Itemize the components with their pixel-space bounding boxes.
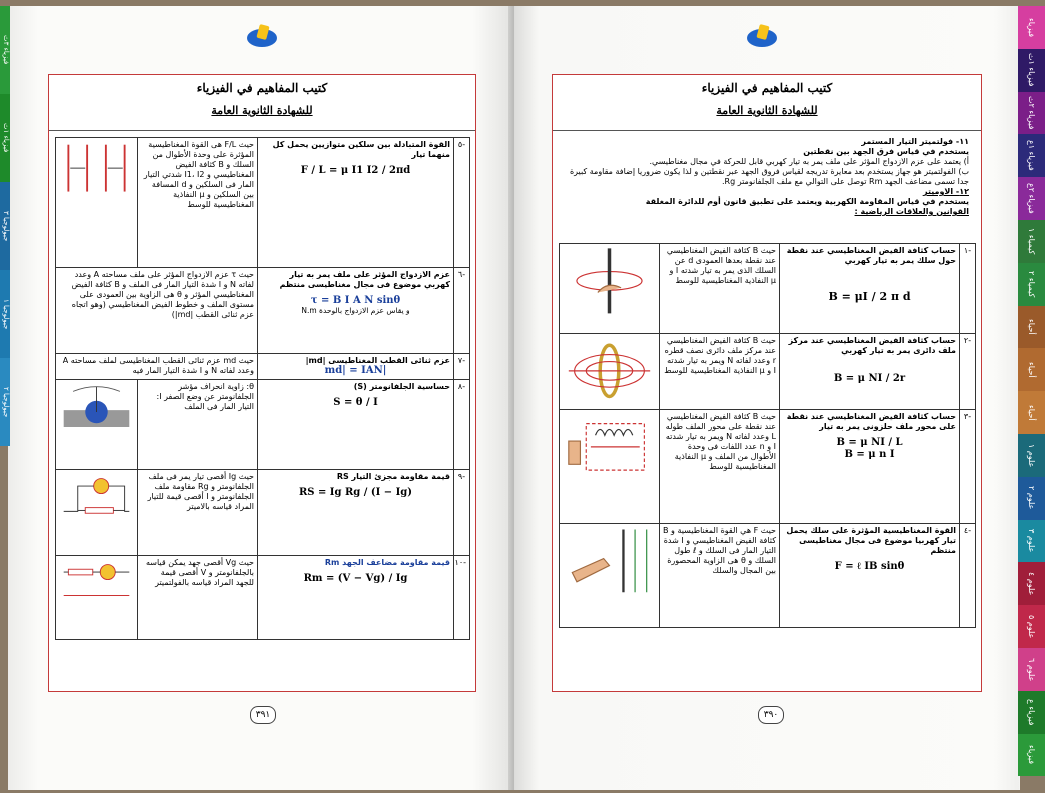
row-title: قيمة مقاومة مجزئ التيار RS — [336, 472, 450, 481]
page-number: ٣٩١ — [250, 706, 276, 724]
table-row — [56, 138, 470, 268]
side-tab[interactable]: علوم ١ — [1018, 434, 1045, 477]
left-page — [8, 6, 513, 790]
table-row — [56, 380, 470, 470]
page-header — [553, 75, 981, 131]
table-row — [56, 556, 470, 640]
voltmeter-use: يستخدم في قياس فرق الجهد بين نقطتين — [803, 147, 969, 156]
subject-tabs — [1018, 6, 1045, 776]
side-tab[interactable]: علوم ٣ — [1018, 520, 1045, 563]
row-title: حساب كثافة الفيض المغناطيسي عند نقطة على محور ملف حلزونى يمر به تيار — [786, 412, 956, 431]
left-tab[interactable]: فيزياء ٣ث — [0, 6, 10, 94]
row-description: حيث Vg أقصى جهد يمكن قياسه بالجلفانومتر و V أقصى قيمة للجهد المراد قياسه بالفولتميتر — [138, 556, 258, 640]
row-equation-2: B = μ n I — [844, 449, 895, 460]
ohmmeter-heading: ١٢- الاوميتر — [922, 187, 969, 196]
right-frame — [552, 74, 982, 692]
side-tab[interactable]: فيزياء — [1018, 6, 1045, 49]
left-frame — [48, 74, 476, 692]
left-tab[interactable]: جيولوجيا ٣ — [0, 182, 10, 270]
left-tab[interactable]: جيولوجيا ٢ — [0, 358, 10, 446]
header-subtitle: للشهادة الثانوية العامة — [716, 104, 818, 117]
side-tab[interactable]: فيزياء ٢ث — [1018, 92, 1045, 135]
row-description: حيث τ عزم الازدواج المؤثر على ملف مساحته A وعدد لفاته N و I شدة التيار المار فى الملف و B كثافة الفيض المغناطيسي المؤثر و θ هى الزاوية بين العمودى على مستوى الملف و خطوط الفيض المغناطيسي (وهو اتجاه عزم ثنائى القطب |md|) — [56, 268, 258, 354]
header-title: كتيب المفاهيم في الفيزياء — [701, 81, 833, 95]
voltmeter-multiplier-figure — [56, 556, 138, 640]
row-description: حيث md عزم ثنائى القطب المغناطيسى لملف مساحته A وعدد لفاته N و I شدة التيار المار فيه — [56, 354, 258, 380]
force-on-wire-figure — [560, 524, 660, 628]
row-number: -٦ — [454, 268, 470, 354]
header-subtitle: للشهادة الثانوية العامة — [211, 104, 313, 117]
row-number: -٤ — [960, 524, 976, 628]
laws-heading: القوانين والعلاقات الرياضية : — [854, 207, 969, 216]
table-row — [560, 410, 976, 524]
right-laws-table — [559, 243, 976, 628]
ohmmeter-use: يستخدم في قياس المقاومة الكهربية ويعتمد على تطبيق قانون أوم للدائرة المغلقة — [645, 197, 969, 206]
side-tab[interactable]: فيزياء ع — [1018, 691, 1045, 734]
row-description: θ: زاوية انحراف مؤشر الجلفانومتر عن وضع الصفر I: التيار المار فى الملف — [138, 380, 258, 470]
side-tab[interactable]: أحياء — [1018, 348, 1045, 391]
right-page — [514, 6, 1019, 790]
row-title: عزم ثنائى القطب المغناطيسى |md| — [305, 356, 450, 365]
left-tab[interactable]: جيولوجيا ١ — [0, 270, 10, 358]
row-description: حيث B كثافة الفيض المغناطيسي عند نقطة بعدها العمودى d عن السلك الذى يمر به تيار شدته I و μ النفاذية المغناطيسية للوسط — [660, 244, 780, 334]
row-description: حيث F/L هى القوة المغناطيسية المؤثرة على وحدة الأطوال من السلك و B كثافة الفيض المغناطيسي و I1، I2 شدتي التيار المار فى السلكين و d المسافة بين السلكين و μ النفاذية المغناطيسية للوسط — [138, 138, 258, 268]
row-title: القوة المغناطيسية المؤثرة على سلك يحمل تيار كهربيا موضوع فى مجال مغناطيسى منتظم — [786, 526, 956, 555]
row-number: -٧ — [454, 354, 470, 380]
parallel-wires-figure — [56, 138, 138, 268]
book-logo-icon — [746, 22, 778, 48]
voltmeter-point-b: ب) الفولتميتر هو جهاز يستخدم بعد معايرة تدريجه لقياس فروق الجهد عبر نقطتين و لذا يكون ضروريا إضافة مقاومة كبيرة جدا تسمى مضاعف الجهد Rm توصل على التوالي مع ملف الجلفانومتر Rg. — [569, 167, 969, 186]
row-title: حساسية الجلفانومتر (S) — [353, 382, 450, 391]
table-row — [56, 354, 470, 380]
row-equation: RS = Ig Rg / (I − Ig) — [298, 487, 413, 498]
table-row — [560, 334, 976, 410]
solenoid-figure — [560, 410, 660, 524]
table-row — [56, 470, 470, 556]
row-title: عزم الازدواج المؤثر على ملف يمر به تيار كهربي موضوع فى مجال مغناطيسى منتظم — [279, 270, 450, 289]
side-tab[interactable]: علوم ٦ — [1018, 648, 1045, 691]
book-logo-icon — [246, 22, 278, 48]
row-description: حيث F هي القوة المغناطيسية و B كثافة الفيض المغناطيسي و I شدة التيار المار فى السلك و ℓ طول السلك و θ هى الزاوية المحصورة بين المجال والسلك — [660, 524, 780, 628]
row-number: -٥ — [454, 138, 470, 268]
galvanometer-figure — [56, 380, 138, 470]
table-row — [56, 268, 470, 354]
side-tab[interactable]: فيزياء ١ث — [1018, 49, 1045, 92]
page-number: ٣٩٠ — [758, 706, 784, 724]
row-equation: Rm = (V − Vg) / Ig — [303, 573, 408, 584]
table-row — [560, 244, 976, 334]
row-title: قيمة مقاومة مضاعف الجهد Rm — [324, 558, 450, 567]
row-title: حساب كثافة الفيض المغناطيسي عند نقطة حول سلك يمر به تيار كهربي — [786, 246, 956, 265]
row-equation: B = μ NI / 2r — [833, 373, 906, 384]
row-equation: F = ℓ IB sinθ — [834, 561, 905, 572]
voltmeter-point-a: أ) يعتمد على عزم الازدواج المؤثر على ملف يمر به تيار كهربي قابل للحركة في مجال مغناطيسي. — [649, 157, 969, 166]
left-laws-table — [55, 137, 470, 640]
table-row — [560, 524, 976, 628]
row-equation: |md| = IAN — [324, 365, 387, 376]
side-tab[interactable]: فيزياء ٢ع — [1018, 177, 1045, 220]
header-title: كتيب المفاهيم في الفيزياء — [196, 81, 328, 95]
side-tab[interactable]: كيمياء ٢ — [1018, 263, 1045, 306]
row-equation: τ = B I A N sinθ — [310, 295, 401, 306]
side-tab[interactable]: علوم ٥ — [1018, 605, 1045, 648]
row-equation: S = θ / I — [333, 397, 378, 408]
side-tab[interactable]: علوم ٢ — [1018, 477, 1045, 520]
row-description: حيث B كثافة الفيض المغناطيسي عند نقطة على محور الملف طوله L وعدد لفاته N ويمر به تيار شدته I و n عدد اللفات فى وحدة الأطوال من الملف و μ النفاذية المغناطيسية للوسط — [660, 410, 780, 524]
circular-coil-figure — [560, 334, 660, 410]
left-tab[interactable]: فيزياء ١ث — [0, 94, 10, 182]
row-equation: B = μ NI / L — [836, 437, 903, 448]
voltmeter-heading: ١١- فولتميتر التيار المستمر — [861, 137, 969, 146]
row-description: حيث B كثافة الفيض المغناطيسي عند مركز ملف دائرى نصف قطره r وعدد لفاته N ويمر به تيار شدته I و μ النفاذية المغناطيسية للوسط — [660, 334, 780, 410]
side-tab[interactable]: فيزياء ١ع — [1018, 134, 1045, 177]
row-number: -١ — [960, 244, 976, 334]
side-tab[interactable]: أحياء — [1018, 391, 1045, 434]
side-tab[interactable]: علوم ٤ — [1018, 562, 1045, 605]
row-equation: B = μI / 2 π d — [828, 290, 911, 303]
row-number: -٨ — [454, 380, 470, 470]
row-note: و يقاس عزم الازدواج بالوحدة N.m — [301, 306, 410, 315]
left-edge-tabs — [0, 6, 10, 446]
row-title: حساب كثافة الفيض المغناطيسي عند مركز ملف دائرى يمر به تيار كهربي — [788, 336, 956, 355]
row-number: -١٠ — [454, 556, 470, 640]
ammeter-shunt-figure — [56, 470, 138, 556]
row-title: القوة المتبادلة بين سلكين متوازيين يحمل كل منهما تيار — [272, 140, 450, 159]
row-description: حيث Ig أقصى تيار يمر فى ملف الجلفانومتر و Rg مقاومة ملف الجلفانومتر و I أقصى قيمة للتيار المراد قياسه بالاميتر — [138, 470, 258, 556]
row-number: -٢ — [960, 334, 976, 410]
row-equation: F / L = μ I1 I2 / 2πd — [300, 165, 411, 176]
intro-text — [561, 137, 969, 217]
row-number: -٩ — [454, 470, 470, 556]
page-header — [49, 75, 475, 131]
side-tab[interactable]: كيمياء ١ — [1018, 220, 1045, 263]
side-tab[interactable]: فيزياء — [1018, 734, 1045, 776]
wire-field-figure — [560, 244, 660, 334]
open-book — [8, 6, 1020, 790]
side-tab[interactable]: أحياء — [1018, 306, 1045, 349]
row-number: -٣ — [960, 410, 976, 524]
